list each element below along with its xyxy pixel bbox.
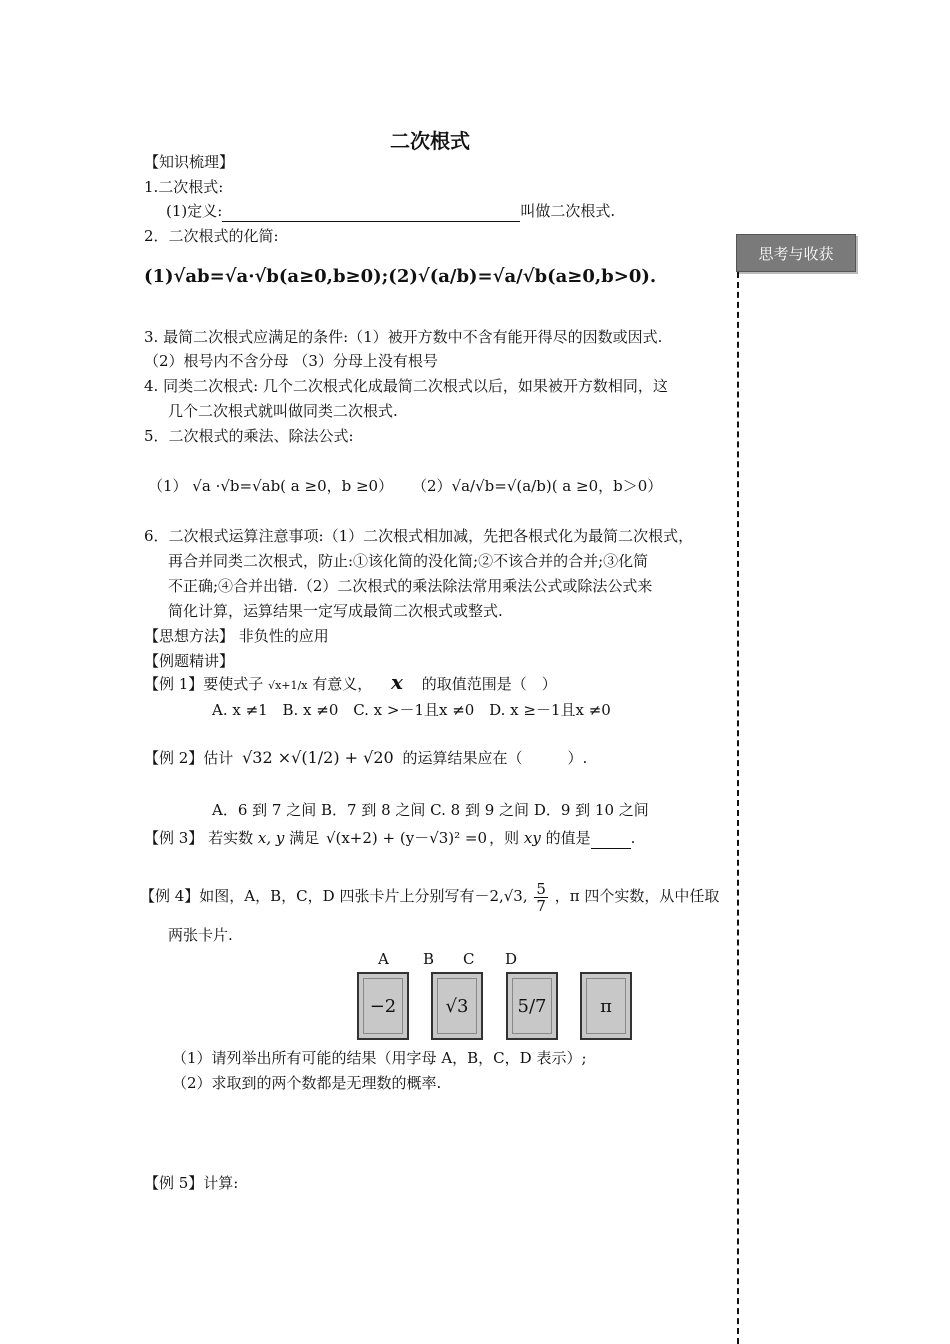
- ex4-fraction-num: 5: [536, 879, 546, 898]
- ex1-option-b: B. x ≠0: [282, 701, 339, 719]
- k3-line1: 3. 最简二次根式应满足的条件:（1）被开方数中不含有能开得尽的因数或因式.: [144, 328, 663, 346]
- example-1: [144, 672, 557, 696]
- ex2-pre: 【例 2】估计: [144, 749, 234, 767]
- card-label-c: C: [463, 950, 475, 968]
- k2-heading: 2．二次根式的化简:: [144, 227, 279, 245]
- k1-heading: 1.二次根式:: [144, 178, 224, 196]
- ex2-post: 的运算结果应在（ ）.: [402, 749, 588, 767]
- ex4-fraction-den: 7: [536, 896, 546, 915]
- ex3-xy: xy: [523, 829, 541, 847]
- k6-line1: 6．二次根式运算注意事项:（1）二次根式相加减，先把各根式化为最简二次根式，: [144, 527, 694, 545]
- k5-formula-multiply: （1） √a ·√b=√ab( a ≥0，b ≥0）: [148, 477, 394, 495]
- k1-def-post: 叫做二次根式.: [520, 202, 616, 220]
- card-b: [431, 972, 483, 1040]
- ex1-option-d: D. x ≥－1且x ≠0: [489, 701, 611, 719]
- ex1-post: 的取值范围是（ ）: [421, 675, 557, 693]
- ex4-question2: （2）求取到的两个数都是无理数的概率.: [172, 1074, 442, 1092]
- ex3-variables: x, y: [257, 829, 285, 847]
- ex4-pre: 【例 4】如图，A，B，C，D 四张卡片上分别写有－2,√3,: [140, 887, 528, 905]
- example-4: [140, 876, 719, 916]
- section-method: 【思想方法】 非负性的应用: [144, 627, 329, 645]
- k4-line2: 几个二次根式就叫做同类二次根式.: [168, 402, 398, 420]
- k1-definition: [166, 201, 615, 222]
- card-label-d: D: [505, 950, 518, 968]
- card-a-value: −2: [363, 978, 403, 1034]
- k6-line2: 再合并同类二次根式，防止:①该化简的没化简;②不该合并的合并;③化简: [168, 552, 649, 570]
- card-d-value: π: [586, 978, 626, 1034]
- ex4-line2: 两张卡片.: [168, 926, 233, 944]
- example-3: 【例 3】 若实数 x, y 满足 √(x+2) + (y－√3)² =0 ，则 xy 的值是 .: [144, 829, 636, 847]
- card-b-value: √3: [437, 978, 477, 1034]
- ex4-fraction: [534, 881, 548, 914]
- card-d: [580, 972, 632, 1040]
- k4-line1: 4. 同类二次根式: 几个二次根式化成最简二次根式以后，如果被开方数相同，这: [144, 377, 668, 395]
- answer-blank: [591, 828, 631, 849]
- ex4-post: ，π 四个实数，从中任取: [554, 887, 720, 905]
- k3-line2: （2）根号内不含分母 （3）分母上没有根号: [144, 352, 438, 370]
- ex1-option-a: A. x ≠1: [212, 701, 268, 719]
- section-knowledge: 【知识梳理】: [144, 153, 235, 171]
- card-label-a: A: [378, 950, 389, 968]
- card-c-value: 5/7: [512, 978, 552, 1034]
- k1-def-pre: (1)定义:: [166, 202, 223, 220]
- ex3-pre: 【例 3】 若实数: [144, 829, 254, 847]
- ex1-option-c: C. x >－1且x ≠0: [353, 701, 475, 719]
- ex2-expression: √32 ×√(1/2) + √20: [242, 748, 394, 767]
- section-examples: 【例题精讲】: [144, 652, 235, 670]
- definition-blank: [222, 201, 520, 222]
- ex1-expression: √x+1/x: [268, 679, 308, 692]
- ex3-post: 的值是: [545, 829, 591, 847]
- card-c: [506, 972, 558, 1040]
- k5-formula-divide: （2）√a/√b=√(a/b)( a ≥0，b＞0）: [412, 477, 663, 495]
- ex1-options: [212, 700, 611, 720]
- ex3-expression: √(x+2) + (y－√3)² =0: [325, 829, 488, 847]
- ex1-variable: x: [391, 670, 403, 694]
- k6-line4: 简化计算，运算结果一定写成最简二次根式或整式.: [168, 602, 503, 620]
- example-5: 【例 5】计算:: [144, 1174, 239, 1192]
- ex3-mid2: ，则: [489, 829, 520, 847]
- card-label-b: B: [423, 950, 435, 968]
- ex3-mid: 满足: [289, 829, 320, 847]
- ex4-question1: （1）请列举出所有可能的结果（用字母 A，B，C，D 表示）;: [172, 1049, 587, 1067]
- sidebar-divider: [737, 272, 739, 1344]
- card-a: [357, 972, 409, 1040]
- page-title: 二次根式: [390, 129, 470, 153]
- ex2-options: A．6 到 7 之间 B．7 到 8 之间 C. 8 到 9 之间 D．9 到 10 之间: [212, 801, 649, 819]
- k6-line3: 不正确;④合并出错.（2）二次根式的乘法除法常用乘法公式或除法公式来: [168, 577, 653, 595]
- example-2: [144, 748, 587, 768]
- ex1-pre: 【例 1】要使式子: [144, 675, 264, 693]
- k2-formula: (1)√ab=√a·√b(a≥0,b≥0);(2)√(a/b)=√a/√b(a≥0,b>0).: [144, 266, 657, 287]
- sidebar-label: 思考与收获: [736, 234, 856, 272]
- ex1-mid: 有意义，: [312, 675, 373, 693]
- k5-heading: 5．二次根式的乘法、除法公式:: [144, 427, 354, 445]
